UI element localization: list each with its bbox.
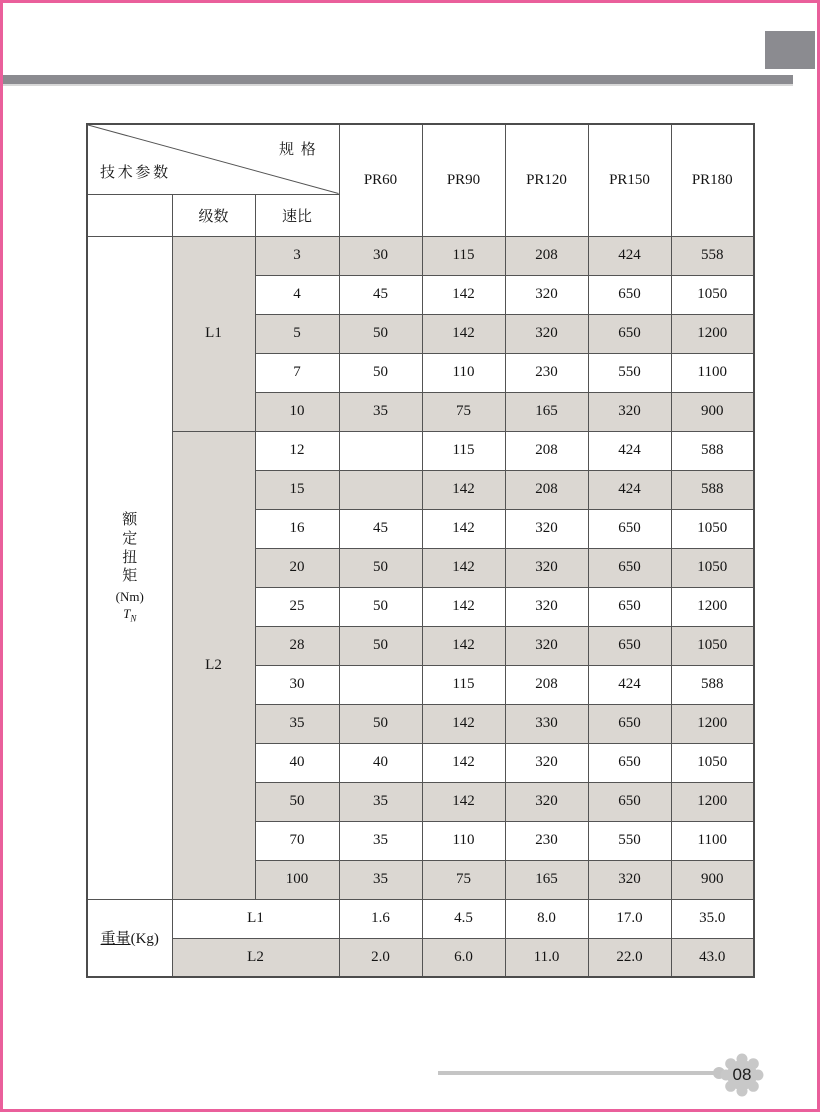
value-cell: 1100 bbox=[671, 353, 754, 392]
value-cell: 588 bbox=[671, 431, 754, 470]
value-cell: 424 bbox=[588, 236, 671, 275]
value-cell: 165 bbox=[505, 860, 588, 899]
ratio-cell: 40 bbox=[255, 743, 339, 782]
value-cell bbox=[339, 665, 422, 704]
value-cell: 110 bbox=[422, 353, 505, 392]
value-cell: 650 bbox=[588, 626, 671, 665]
value-cell: 900 bbox=[671, 392, 754, 431]
value-cell: 650 bbox=[588, 782, 671, 821]
value-cell: 50 bbox=[339, 587, 422, 626]
value-cell: 142 bbox=[422, 548, 505, 587]
torque-label-cell bbox=[87, 236, 172, 899]
value-cell: 588 bbox=[671, 665, 754, 704]
torque-unit: (Nm) bbox=[115, 589, 144, 605]
weight-value-cell: 1.6 bbox=[339, 899, 422, 938]
corner-label-params: 技术参数 bbox=[100, 164, 171, 181]
value-cell: 1200 bbox=[671, 782, 754, 821]
value-cell: 650 bbox=[588, 743, 671, 782]
value-cell: 110 bbox=[422, 821, 505, 860]
value-cell: 900 bbox=[671, 860, 754, 899]
ratio-cell: 100 bbox=[255, 860, 339, 899]
value-cell: 424 bbox=[588, 431, 671, 470]
value-cell: 320 bbox=[505, 314, 588, 353]
header-corner-block bbox=[765, 31, 815, 69]
weight-value-cell: 11.0 bbox=[505, 938, 588, 977]
value-cell: 1050 bbox=[671, 275, 754, 314]
column-header-pr90: PR90 bbox=[422, 124, 505, 236]
stage-header: 级数 bbox=[172, 194, 255, 236]
value-cell: 550 bbox=[588, 353, 671, 392]
ratio-cell: 10 bbox=[255, 392, 339, 431]
weight-value-cell: 35.0 bbox=[671, 899, 754, 938]
weight-unit: (Kg) bbox=[130, 931, 159, 948]
value-cell bbox=[339, 431, 422, 470]
value-cell: 330 bbox=[505, 704, 588, 743]
value-cell: 142 bbox=[422, 704, 505, 743]
ratio-cell: 16 bbox=[255, 509, 339, 548]
value-cell: 424 bbox=[588, 665, 671, 704]
ratio-cell: 50 bbox=[255, 782, 339, 821]
value-cell: 208 bbox=[505, 665, 588, 704]
table-corner-cell bbox=[87, 124, 339, 194]
ratio-cell: 5 bbox=[255, 314, 339, 353]
page-number: 08 bbox=[732, 1065, 752, 1084]
value-cell: 1050 bbox=[671, 743, 754, 782]
weight-value-cell: 4.5 bbox=[422, 899, 505, 938]
value-cell: 208 bbox=[505, 236, 588, 275]
weight-stage-cell: L2 bbox=[172, 938, 339, 977]
ratio-cell: 4 bbox=[255, 275, 339, 314]
value-cell: 320 bbox=[505, 782, 588, 821]
spec-table bbox=[86, 123, 755, 978]
group-cell-l1: L1 bbox=[172, 236, 255, 431]
value-cell: 165 bbox=[505, 392, 588, 431]
weight-value-cell: 22.0 bbox=[588, 938, 671, 977]
value-cell: 208 bbox=[505, 470, 588, 509]
weight-value-cell: 17.0 bbox=[588, 899, 671, 938]
value-cell: 142 bbox=[422, 587, 505, 626]
value-cell: 1050 bbox=[671, 509, 754, 548]
header-divider-shadow bbox=[3, 84, 793, 86]
ratio-cell: 28 bbox=[255, 626, 339, 665]
ratio-cell: 20 bbox=[255, 548, 339, 587]
value-cell: 550 bbox=[588, 821, 671, 860]
ratio-cell: 7 bbox=[255, 353, 339, 392]
value-cell: 35 bbox=[339, 860, 422, 899]
value-cell: 588 bbox=[671, 470, 754, 509]
value-cell: 320 bbox=[505, 626, 588, 665]
value-cell: 40 bbox=[339, 743, 422, 782]
value-cell: 1200 bbox=[671, 587, 754, 626]
value-cell: 1050 bbox=[671, 626, 754, 665]
value-cell: 650 bbox=[588, 509, 671, 548]
value-cell: 142 bbox=[422, 314, 505, 353]
value-cell: 1100 bbox=[671, 821, 754, 860]
value-cell: 30 bbox=[339, 236, 422, 275]
value-cell: 45 bbox=[339, 275, 422, 314]
ratio-cell: 15 bbox=[255, 470, 339, 509]
header-divider-bar bbox=[3, 75, 793, 84]
value-cell: 320 bbox=[505, 743, 588, 782]
value-cell: 650 bbox=[588, 587, 671, 626]
ratio-cell: 3 bbox=[255, 236, 339, 275]
value-cell: 35 bbox=[339, 821, 422, 860]
value-cell: 50 bbox=[339, 314, 422, 353]
column-header-pr120: PR120 bbox=[505, 124, 588, 236]
value-cell: 320 bbox=[505, 548, 588, 587]
value-cell: 75 bbox=[422, 392, 505, 431]
value-cell: 45 bbox=[339, 509, 422, 548]
column-header-pr60: PR60 bbox=[339, 124, 422, 236]
page-number-badge bbox=[718, 1051, 766, 1099]
weight-label-cell bbox=[87, 899, 172, 977]
value-cell: 75 bbox=[422, 860, 505, 899]
value-cell: 320 bbox=[505, 275, 588, 314]
value-cell: 142 bbox=[422, 626, 505, 665]
value-cell: 650 bbox=[588, 548, 671, 587]
value-cell: 650 bbox=[588, 314, 671, 353]
weight-value-cell: 43.0 bbox=[671, 938, 754, 977]
ratio-cell: 25 bbox=[255, 587, 339, 626]
weight-value-cell: 6.0 bbox=[422, 938, 505, 977]
value-cell: 230 bbox=[505, 353, 588, 392]
value-cell: 320 bbox=[588, 860, 671, 899]
corner-label-spec: 规格 bbox=[278, 142, 323, 158]
group-cell-l2: L2 bbox=[172, 431, 255, 899]
ratio-cell: 12 bbox=[255, 431, 339, 470]
diagonal-divider bbox=[88, 125, 339, 194]
value-cell: 142 bbox=[422, 743, 505, 782]
weight-label: 重量 bbox=[100, 931, 131, 948]
value-cell: 115 bbox=[422, 236, 505, 275]
footer-rule bbox=[438, 1071, 718, 1075]
torque-label-text: 额定扭矩 bbox=[122, 512, 138, 585]
value-cell: 142 bbox=[422, 470, 505, 509]
value-cell: 50 bbox=[339, 626, 422, 665]
value-cell: 558 bbox=[671, 236, 754, 275]
weight-value-cell: 8.0 bbox=[505, 899, 588, 938]
value-cell: 50 bbox=[339, 704, 422, 743]
value-cell: 424 bbox=[588, 470, 671, 509]
value-cell: 142 bbox=[422, 509, 505, 548]
ratio-header: 速比 bbox=[255, 194, 339, 236]
value-cell: 320 bbox=[505, 509, 588, 548]
value-cell: 320 bbox=[588, 392, 671, 431]
blank-header-cell bbox=[87, 194, 172, 236]
ratio-cell: 35 bbox=[255, 704, 339, 743]
value-cell: 230 bbox=[505, 821, 588, 860]
value-cell: 208 bbox=[505, 431, 588, 470]
weight-stage-cell: L1 bbox=[172, 899, 339, 938]
weight-value-cell: 2.0 bbox=[339, 938, 422, 977]
value-cell: 35 bbox=[339, 782, 422, 821]
column-header-pr150: PR150 bbox=[588, 124, 671, 236]
value-cell bbox=[339, 470, 422, 509]
value-cell: 320 bbox=[505, 587, 588, 626]
value-cell: 1200 bbox=[671, 314, 754, 353]
value-cell: 142 bbox=[422, 275, 505, 314]
value-cell: 650 bbox=[588, 275, 671, 314]
value-cell: 50 bbox=[339, 548, 422, 587]
column-header-pr180: PR180 bbox=[671, 124, 754, 236]
value-cell: 115 bbox=[422, 431, 505, 470]
torque-symbol: $T_N$ bbox=[123, 606, 137, 624]
value-cell: 35 bbox=[339, 392, 422, 431]
ratio-cell: 30 bbox=[255, 665, 339, 704]
value-cell: 1050 bbox=[671, 548, 754, 587]
value-cell: 115 bbox=[422, 665, 505, 704]
value-cell: 650 bbox=[588, 704, 671, 743]
ratio-cell: 70 bbox=[255, 821, 339, 860]
value-cell: 1200 bbox=[671, 704, 754, 743]
value-cell: 142 bbox=[422, 782, 505, 821]
value-cell: 50 bbox=[339, 353, 422, 392]
